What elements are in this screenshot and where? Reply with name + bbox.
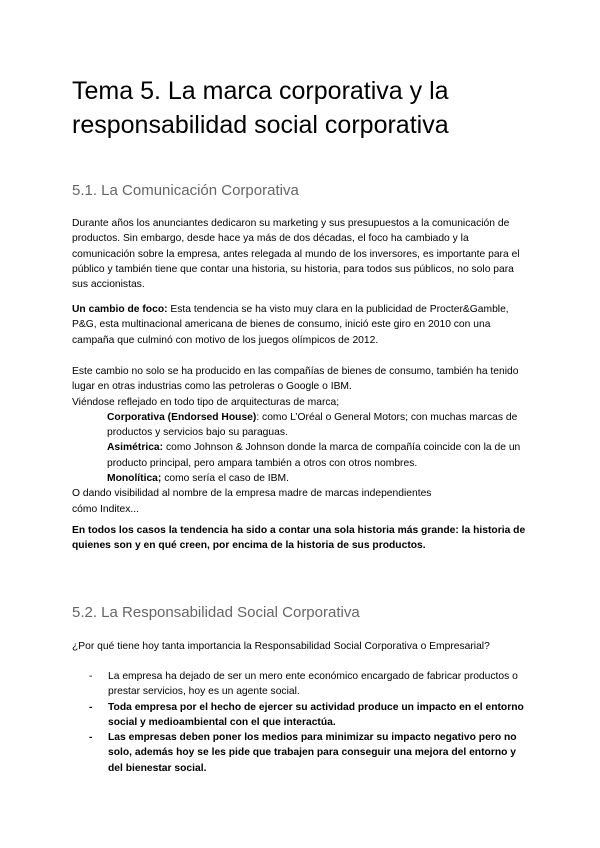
paragraph-conclusion: En todos los casos la tendencia ha sido a contar una sola historia más grande: la historia de quienes son y en qué creen, por encima de la historia de sus productos. [72,525,526,552]
paragraph-focus-change [72,302,532,348]
arch-item-monolitica [72,471,532,486]
arch-item-asimetrica [72,440,532,471]
dash-bullet: - [89,732,93,744]
focus-change-text: Esta tendencia se ha visto muy clara en la publicidad de Procter&Gamble, P&G, esta multinacional americana de bienes de consumo, inició este giro en 2010 con una campaña que culminó con motivo de los juegos olímpicos de 2012. [72,304,509,346]
list-item [72,730,532,776]
inditex-line-1: O dando visibilidad al nombre de la empresa madre de marcas independientes [72,488,432,500]
focus-change-label: Un cambio de foco: [72,304,168,315]
arch-item-label: Monolítica; [107,473,162,485]
rsc-list [72,669,532,776]
list-item [72,669,532,700]
industries-text: Este cambio no solo se ha producido en las compañías de bienes de consumo, también ha tenido lugar en otras industrias como las petroleras o Google o IBM. [72,366,519,393]
arch-item-text: como Johnson & Johnson donde la marca de compañía coincide con la de un producto principal, pero ampara también a otros con otros nombres. [107,442,521,469]
paragraph-intro: Durante años los anunciantes dedicaron su marketing y sus presupuestos a la comunicación de productos. Sin embargo, desde hace ya más de dos décadas, el foco ha cambiado y la comunicación sobre la empresa, antes relegada al mundo de los inversores, es importante para el público y también tiene que contar una historia, su historia, para todos sus públicos, no solo para sus accionistas. [72,218,520,291]
arch-item-label: Corporativa (Endorsed House) [107,411,257,423]
paragraph-architectures [72,364,532,517]
page-title: Tema 5. La marca corporativa y la responsabilidad social corporativa [72,77,449,139]
list-item-text: La empresa ha dejado de ser un mero ente económico encargado de fabricar productos o prestar servicios, hoy es un agente social. [108,671,518,698]
section-heading-2: 5.2. La Responsabilidad Social Corporativa [72,604,360,621]
list-item-text: Las empresas deben poner los medios para minimizar su impacto negativo pero no solo, además hoy se les pide que trabajen para conseguir una mejora del entorno y del bienestar social. [108,732,517,774]
section-heading-1: 5.1. La Comunicación Corporativa [72,182,299,199]
list-item-text: Toda empresa por el hecho de ejercer su actividad produce un impacto en el entorno social y medioambiental con el que interactúa. [108,701,524,728]
list-item [72,700,532,731]
architectures-intro: Viéndose reflejado en todo tipo de arquitecturas de marca; [72,396,340,408]
inditex-line-2: cómo Inditex... [72,503,139,515]
arch-item-text: : como L’Oréal o General Motors; con muchas marcas de productos y servicios bajo su paraguas. [107,411,518,439]
arch-item-label: Asimétrica: [107,442,164,454]
dash-bullet: - [89,701,93,713]
rsc-question: ¿Por qué tiene hoy tanta importancia la Responsabilidad Social Corporativa o Empresarial? [72,641,490,652]
arch-item-text: como sería el caso de IBM. [161,473,289,485]
arch-item-corporativa [72,410,532,441]
dash-bullet: - [89,671,93,682]
